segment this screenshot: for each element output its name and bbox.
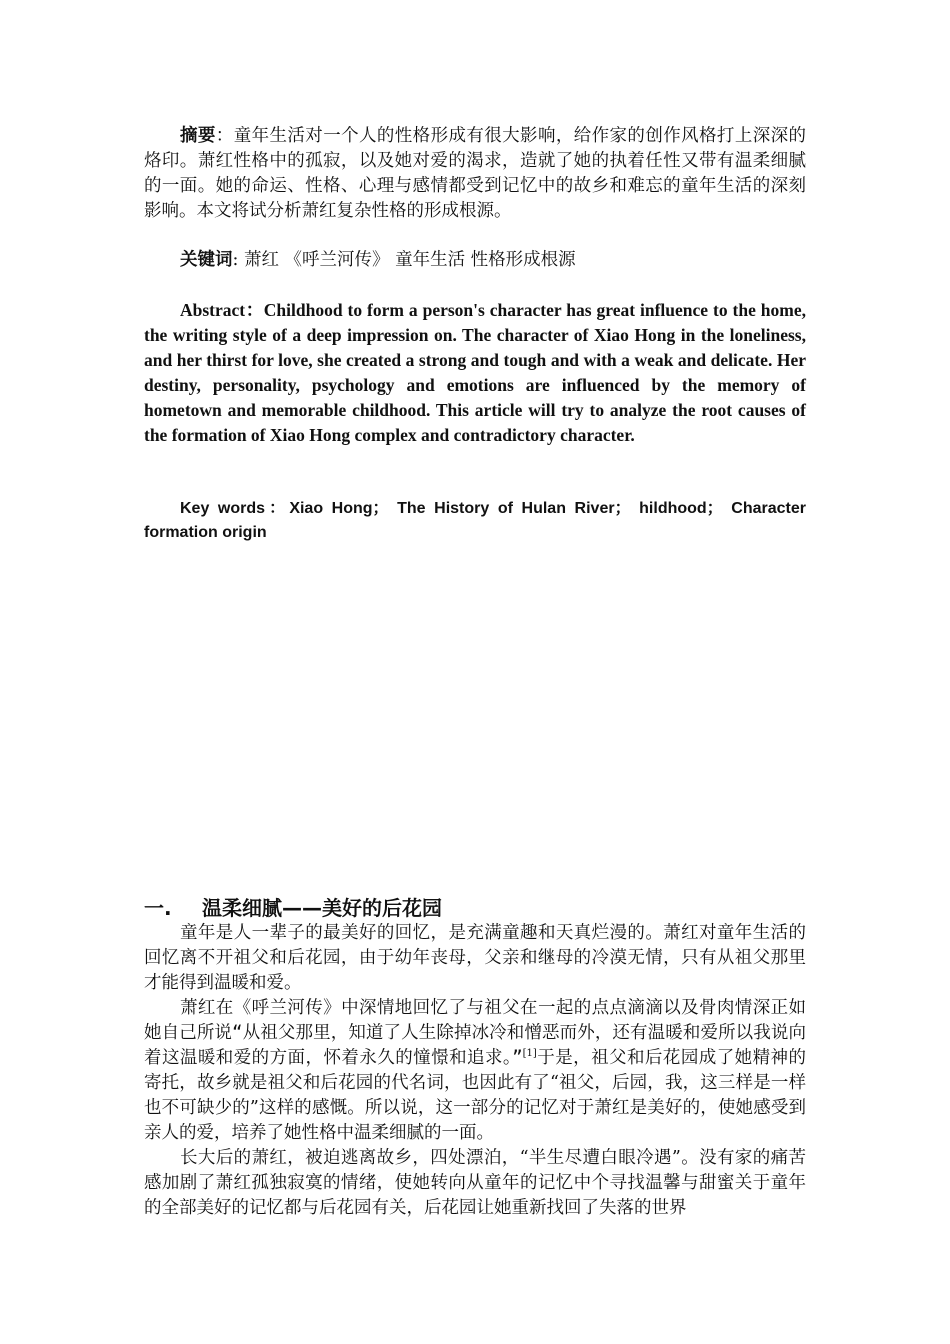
section-body	[144, 921, 806, 1221]
keywords-cn-label: 关键词	[180, 250, 233, 270]
citation-ref: [1]	[522, 1048, 537, 1059]
paragraph-2-lead: 萧红在《呼兰河传》中深情地回忆了与祖父在一起的点点滴滴以及骨肉情深正如她自己所说	[144, 998, 806, 1043]
paragraph-2-quote: “从祖父那里，知道了人生除掉冰冷和憎恶而外，还有温暖和爱所以我说向着这温暖和爱的方面，怀着永久的憧憬和追求。”	[144, 1023, 806, 1068]
abstract-cn	[144, 124, 806, 224]
section-heading	[144, 893, 806, 923]
keywords-cn	[144, 248, 806, 273]
keywords-en	[144, 497, 806, 545]
keywords-en-text: Xiao Hong； The History of Hulan River； hildhood； Character formation origin	[144, 500, 806, 541]
keywords-en-colon: ：	[265, 500, 290, 517]
keywords-cn-text: 萧红 《呼兰河传》 童年生活 性格形成根源	[243, 250, 576, 270]
abstract-en-text: Childhood to form a person's character has great influence to the home, the writing style of a deep impression on. The character of Xiao Hong in the loneliness, and her thirst for love, she created a strong and tough and with a weak and delicate. Her destiny, personality, psychology and emotions are influenced by the memory of hometown and memorable childhood. This article will try to analyze the root causes of the formation of Xiao Hong complex and contradictory character.	[144, 300, 806, 445]
paragraph-2	[144, 996, 806, 1146]
keywords-cn-colon: :	[232, 250, 244, 270]
abstract-cn-colon: ：	[215, 126, 234, 146]
abstract-en	[144, 298, 806, 448]
abstract-cn-label: 摘要	[180, 126, 216, 146]
section-title: 温柔细腻——美好的后花园	[202, 896, 442, 920]
abstract-en-colon: ：	[245, 300, 264, 320]
keywords-en-label: Key words	[180, 500, 266, 517]
paragraph-2-rest: 于是，祖父和后花园成了她精神的寄托，故乡就是祖父和后花园的代名词，也因此有了“祖父，后园，我，这三样是一样也不可缺少的”这样的感慨。所以说，这一部分的记忆对于萧红是美好的，使她感受到亲人的爱，培养了她性格中温柔细腻的一面。	[144, 1048, 806, 1143]
paragraph-3: 长大后的萧红，被迫逃离故乡，四处漂泊，“半生尽遭白眼冷遇”。没有家的痛苦感加剧了萧红孤独寂寞的情绪，使她转向从童年的记忆中个寻找温馨与甜蜜关于童年的全部美好的记忆都与后花园有关，后花园让她重新找回了失落的世界	[144, 1148, 806, 1218]
section-number: 一.	[144, 896, 172, 920]
abstract-cn-text: 童年生活对一个人的性格形成有很大影响，给作家的创作风格打上深深的烙印。萧红性格中的孤寂，以及她对爱的渴求，造就了她的执着任性又带有温柔细腻的一面。她的命运、性格、心理与感情都受到记忆中的故乡和难忘的童年生活的深刻影响。本文将试分析萧红复杂性格的形成根源。	[144, 126, 807, 221]
abstract-en-label: Abstract	[180, 300, 246, 320]
paragraph-1: 童年是人一辈子的最美好的回忆，是充满童趣和天真烂漫的。萧红对童年生活的回忆离不开祖父和后花园，由于幼年丧母，父亲和继母的冷漠无情，只有从祖父那里才能得到温暖和爱。	[144, 923, 806, 993]
